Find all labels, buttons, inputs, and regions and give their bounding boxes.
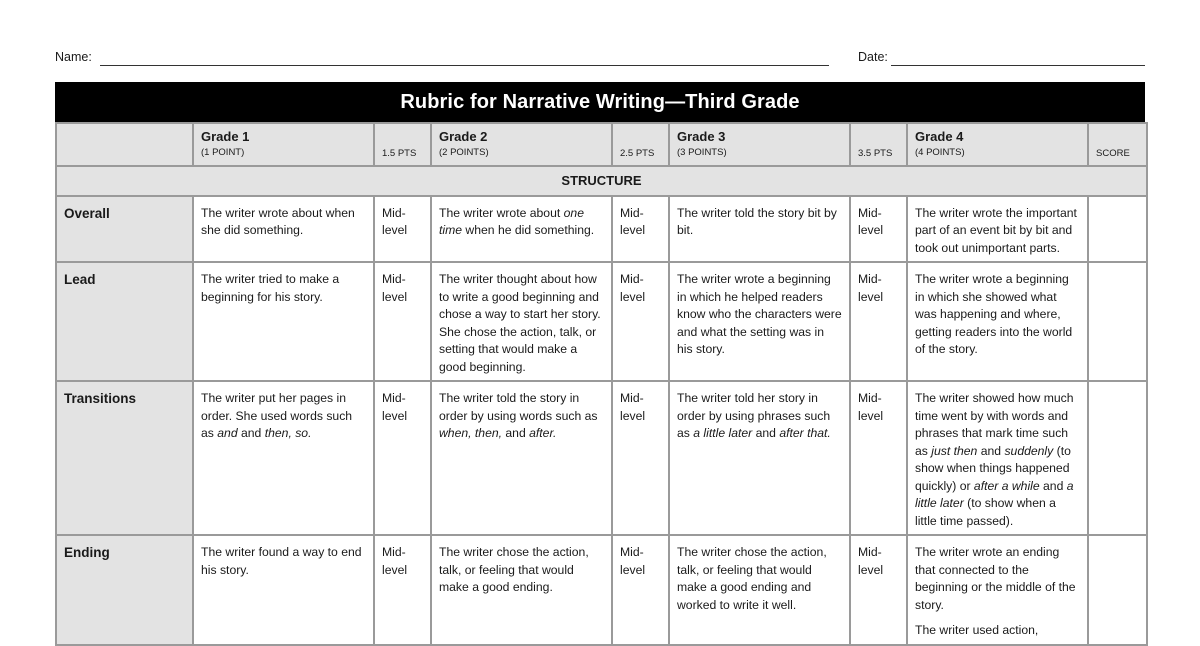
- lead-mid3: Mid-level: [850, 262, 907, 381]
- date-field-line[interactable]: [891, 65, 1145, 66]
- lead-grade4: The writer wrote a beginning in which she showed what was happening and where, getting readers into the world of the story.: [907, 262, 1088, 381]
- transitions-g2-mid: and: [502, 426, 530, 440]
- overall-g2-post: when he did something.: [462, 223, 595, 237]
- transitions-grade3: [669, 381, 850, 535]
- ending-g4-text: The writer wrote an ending that connected to the beginning or the middle of the story.: [915, 545, 1076, 612]
- overall-g2-pre: The writer wrote about: [439, 205, 564, 220]
- transitions-g2-pre: The writer told the story in order by using words such as: [439, 391, 598, 423]
- grade1-header: [193, 123, 374, 166]
- transitions-g1-em1: and: [217, 426, 238, 440]
- pts1-header: [374, 123, 431, 166]
- lead-mid2: Mid-level: [612, 262, 669, 381]
- transitions-g4-a: The writer showed how much time went by with words and phrases that mark time such as: [915, 391, 1074, 458]
- section-title: STRUCTURE: [56, 166, 1147, 196]
- grade2-header: [431, 123, 612, 166]
- transitions-g4-em2: suddenly: [1004, 443, 1054, 458]
- transitions-g4-e: (to show when a little time passed).: [915, 496, 1056, 528]
- pts2-header: [612, 123, 669, 166]
- name-label: Name:: [55, 50, 92, 64]
- transitions-mid3: Mid-level: [850, 381, 907, 535]
- transitions-g4-d: and: [1039, 478, 1067, 493]
- overall-g2-em: one time: [439, 205, 584, 237]
- date-label: Date:: [858, 50, 888, 64]
- transitions-g4-b: and: [977, 443, 1005, 458]
- ending-grade1: The writer found a way to end his story.: [193, 535, 374, 645]
- transitions-g4-em3: after a while: [973, 478, 1040, 493]
- lead-grade1: The writer tried to make a beginning for his story.: [193, 262, 374, 381]
- overall-mid1: Mid-level: [374, 196, 431, 263]
- name-field-line[interactable]: [100, 65, 829, 66]
- table-row-transitions: [56, 381, 1147, 535]
- row-label-overall: Overall: [56, 196, 193, 263]
- ending-mid1: Mid-level: [374, 535, 431, 645]
- pts3-label: 3.5 PTS: [858, 148, 893, 159]
- table-row-overall: [56, 196, 1147, 263]
- transitions-g2-em1: when, then,: [439, 426, 503, 440]
- transitions-g2-em2: after.: [529, 426, 557, 440]
- overall-mid3: Mid-level: [850, 196, 907, 263]
- ending-g4-more: The writer used action,: [915, 623, 1039, 637]
- grade1-points: (1 POINT): [201, 147, 245, 158]
- row-label-ending: Ending: [56, 535, 193, 645]
- score-label: SCORE: [1096, 148, 1130, 159]
- row-label-transitions: Transitions: [56, 381, 193, 535]
- overall-grade1: The writer wrote about when she did something.: [193, 196, 374, 263]
- header-row: [56, 123, 1147, 166]
- grade2-name: Grade 2: [439, 129, 488, 144]
- header-line: [55, 50, 1145, 70]
- transitions-grade1: [193, 381, 374, 535]
- grade3-points: (3 POINTS): [677, 147, 727, 158]
- transitions-mid2: Mid-level: [612, 381, 669, 535]
- ending-mid2: Mid-level: [612, 535, 669, 645]
- rubric-title: Rubric for Narrative Writing—Third Grade: [55, 82, 1145, 122]
- transitions-score-cell[interactable]: [1088, 381, 1147, 535]
- transitions-g1-pre: The writer put her pages in order. She used words such as: [201, 391, 353, 440]
- row-label-lead: Lead: [56, 262, 193, 381]
- grade3-header: [669, 123, 850, 166]
- overall-mid2: Mid-level: [612, 196, 669, 263]
- lead-mid1: Mid-level: [374, 262, 431, 381]
- transitions-g4-em1: just then: [931, 443, 978, 458]
- lead-score-cell[interactable]: [1088, 262, 1147, 381]
- transitions-g1-mid: and: [237, 426, 265, 440]
- lead-grade2: The writer thought about how to write a good beginning and chose a way to start her story. She chose the action, talk, or setting that would make a good beginning.: [431, 262, 612, 381]
- transitions-grade4: [907, 381, 1088, 535]
- overall-grade3: The writer told the story bit by bit.: [669, 196, 850, 263]
- header-blank-cell: [56, 123, 193, 166]
- ending-score-cell[interactable]: [1088, 535, 1147, 645]
- transitions-g1-em2: then, so.: [264, 426, 312, 440]
- ending-grade3: The writer chose the action, talk, or feeling that would make a good ending and worked to write it well.: [669, 535, 850, 645]
- table-row-lead: [56, 262, 1147, 381]
- overall-grade4: The writer wrote the important part of an event bit by bit and took out unimportant parts.: [907, 196, 1088, 263]
- grade4-name: Grade 4: [915, 129, 964, 144]
- ending-grade4: [907, 535, 1088, 645]
- pts2-label: 2.5 PTS: [620, 148, 655, 159]
- grade2-points: (2 POINTS): [439, 147, 489, 158]
- grade4-points: (4 POINTS): [915, 147, 965, 158]
- transitions-g3-em2: after that.: [779, 426, 831, 440]
- transitions-g4-c: (to show when things happened quickly) or: [915, 443, 1071, 493]
- transitions-mid1: Mid-level: [374, 381, 431, 535]
- overall-grade2: [431, 196, 612, 263]
- ending-grade2: The writer chose the action, talk, or feeling that would make a good ending.: [431, 535, 612, 645]
- transitions-g4-em4: a little later: [915, 478, 1074, 510]
- overall-score-cell[interactable]: [1088, 196, 1147, 263]
- grade3-name: Grade 3: [677, 129, 726, 144]
- transitions-g3-pre: The writer told her story in order by using phrases such as: [677, 391, 831, 440]
- pts1-label: 1.5 PTS: [382, 148, 417, 159]
- section-row: [56, 166, 1147, 196]
- transitions-grade2: [431, 381, 612, 535]
- rubric-table: [55, 122, 1148, 646]
- pts3-header: [850, 123, 907, 166]
- transitions-g3-mid: and: [752, 426, 780, 440]
- table-row-ending: [56, 535, 1147, 645]
- transitions-g3-em1: a little later: [693, 426, 753, 440]
- grade1-name: Grade 1: [201, 129, 250, 144]
- grade4-header: [907, 123, 1088, 166]
- lead-grade3: The writer wrote a beginning in which he helped readers know who the characters were and what the setting was in his story.: [669, 262, 850, 381]
- ending-mid3: Mid-level: [850, 535, 907, 645]
- score-header: [1088, 123, 1147, 166]
